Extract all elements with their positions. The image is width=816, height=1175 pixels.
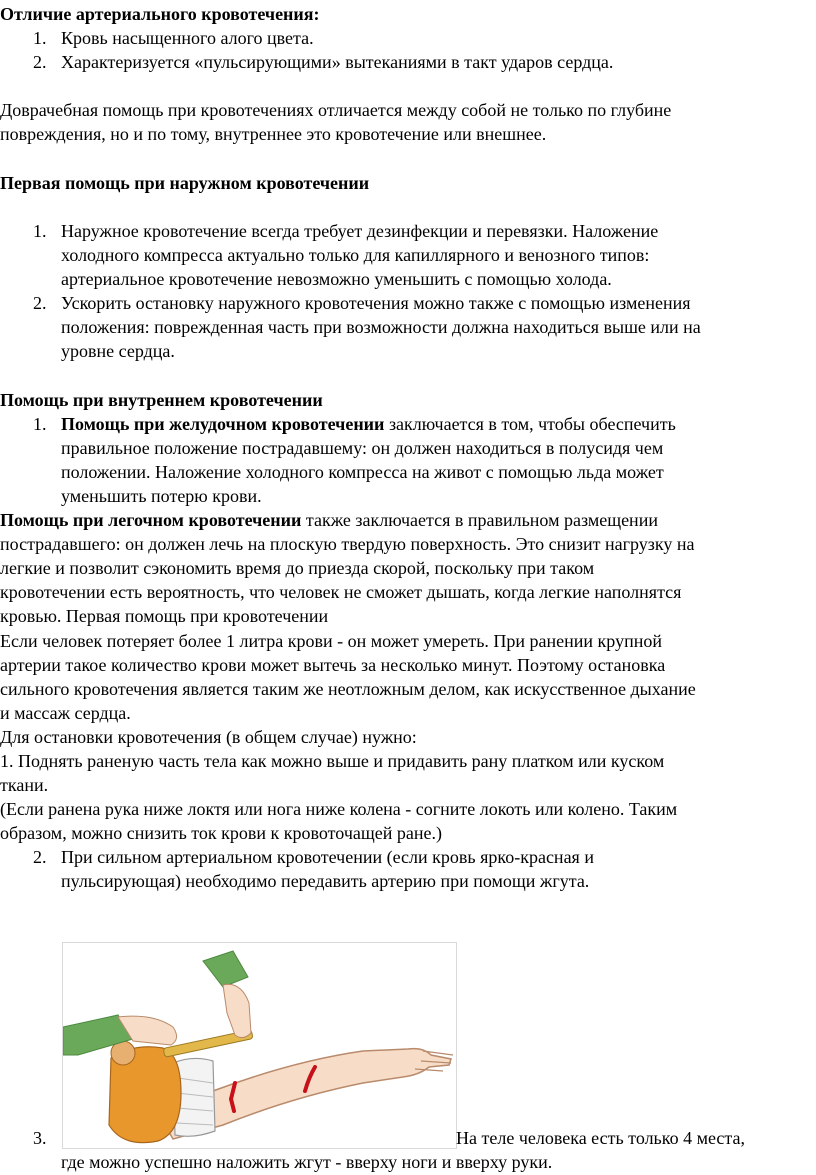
paragraph-line: сильного кровотечения является таким же неотложным делом, как искусственное дыхание [0, 679, 696, 699]
paragraph-line: кровотечении есть вероятность, что человек не сможет дышать, когда легкие наполнятся [0, 582, 682, 602]
paragraph-line: Доврачебная помощь при кровотечениях отличается между собой не только по глубине [0, 100, 672, 120]
tourniquet-arm-drawing [63, 943, 456, 1148]
list-item-line: Ускорить остановку наружного кровотечения можно также с помощью изменения [61, 293, 691, 313]
lead-rest: также заключается в правильном размещении [301, 510, 658, 530]
lead-rest: заключается в том, чтобы обеспечить [384, 414, 676, 434]
list-item: Характеризуется «пульсирующими» вытеканиями в такт ударов сердца. [61, 52, 614, 72]
paragraph-line: пострадавшего: он должен лечь на плоскую твердую поверхность. Это снизит нагрузку на [0, 534, 695, 554]
paragraph-line: образом, можно снизить ток крови к кровоточащей ране.) [0, 823, 442, 843]
heading-internal: Помощь при внутреннем кровотечении [0, 390, 323, 410]
list-number: 2. [33, 293, 47, 313]
paragraph-line [0, 508, 658, 532]
bold-lead: Помощь при желудочном кровотечении [61, 414, 385, 434]
paragraph-line: артерии такое количество крови может вытечь за несколько минут. Поэтому остановка [0, 655, 666, 675]
top-sleeve [203, 951, 248, 987]
paragraph-line: и массаж сердца. [0, 703, 131, 723]
paragraph-line: Если человек потеряет более 1 литра крови - он может умереть. При ранении крупной [0, 631, 662, 651]
paragraph-line: Для остановки кровотечения (в общем случае) нужно: [0, 727, 417, 747]
heading-external: Первая помощь при наружном кровотечении [0, 173, 370, 193]
list-item-line: уровне сердца. [61, 341, 175, 361]
list-item-line: правильное положение пострадавшему: он должен находиться в полусидя чем [61, 438, 664, 458]
list-item-line: артериальное кровотечение невозможно уменьшить с помощью холода. [61, 269, 612, 289]
list-item-line: Наружное кровотечение всегда требует дезинфекции и перевязки. Наложение [61, 221, 659, 241]
heading-arterial: Отличие артериального кровотечения: [0, 4, 320, 24]
list-item-line: На теле человека есть только 4 места, [456, 1128, 745, 1148]
list-number: 2. [33, 52, 47, 72]
tourniquet-illustration [62, 942, 457, 1149]
bold-lead: Помощь при легочном кровотечении [0, 510, 302, 530]
list-number: 1. [33, 414, 47, 434]
list-item-line: При сильном артериальном кровотечении (если кровь ярко-красная и [61, 847, 594, 867]
list-item-line: холодного компресса актуально только для капиллярного и венозного типов: [61, 245, 650, 265]
paragraph-line: повреждения, но и по тому, внутреннее это кровотечение или внешнее. [0, 124, 547, 144]
paragraph-line: 1. Поднять раненую часть тела как можно выше и придавить рану платком или куском [0, 751, 665, 771]
paragraph-line: легкие и позволит сэкономить время до приезда скорой, поскольку при таком [0, 558, 595, 578]
paragraph-line: (Если ранена рука ниже локтя или нога ниже колена - согните локоть или колено. Таким [0, 799, 678, 819]
list-number: 1. [33, 28, 47, 48]
paragraph-line: кровью. Первая помощь при кровотечении [0, 606, 329, 626]
top-hand [223, 984, 251, 1037]
paragraph-line: ткани. [0, 775, 49, 795]
list-item-line: положении. Наложение холодного компресса на живот с помощью льда может [61, 462, 664, 482]
list-item-line: где можно успешно наложить жгут - вверху ноги и вверху руки. [61, 1152, 553, 1172]
list-item-line: уменьшить потерю крови. [61, 486, 262, 506]
list-number: 1. [33, 221, 47, 241]
list-item-line: положения: поврежденная часть при возможности должна находиться выше или на [61, 317, 701, 337]
list-item-line: пульсирующая) необходимо передавить артерию при помощи жгута. [61, 871, 590, 891]
list-number: 2. [33, 847, 47, 867]
list-item-line [61, 412, 676, 436]
list-number: 3. [33, 1128, 47, 1148]
list-item: Кровь насыщенного алого цвета. [61, 28, 314, 48]
